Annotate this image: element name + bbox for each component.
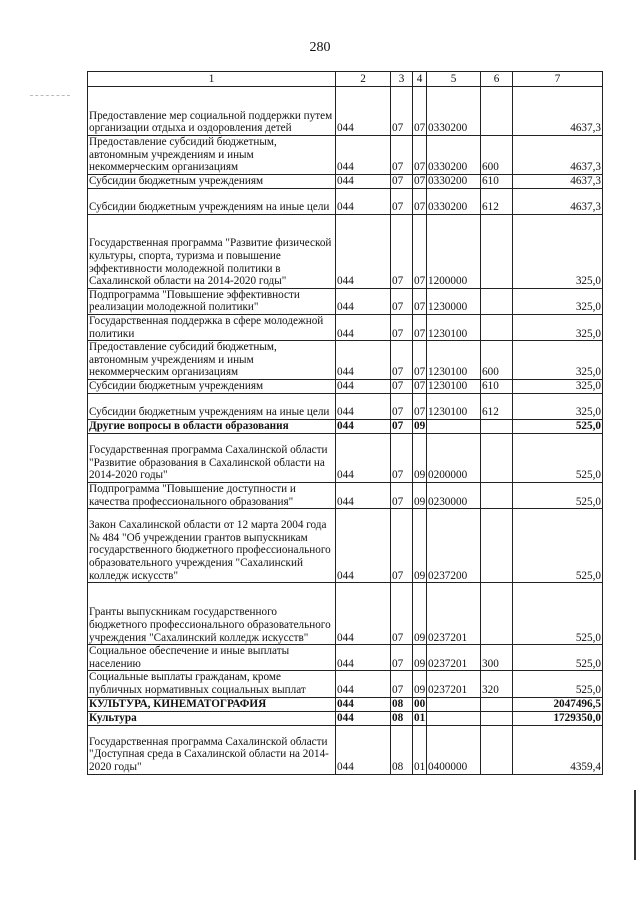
row-code-cell: 044 (336, 711, 391, 725)
row-code-cell: 044 (336, 314, 391, 340)
table-row (88, 341, 603, 380)
header-row (88, 72, 603, 87)
row-name-cell: Предоставление субсидий бюджетным, автономным учреждениям и иным некоммерческим организациям (88, 136, 336, 175)
row-subsection-cell: 00 (414, 697, 426, 710)
row-amount-cell: 325,0 (513, 393, 603, 419)
row-code-cell: 044 (336, 509, 391, 583)
row-name-cell: Социальные выплаты гражданам, кроме публичных нормативных социальных выплат (88, 671, 336, 697)
row-section-cell: 08 (391, 711, 413, 725)
row-subsection-cell: 07 (413, 288, 427, 314)
row-name-cell: Социальное обеспечение и иные выплаты населению (88, 645, 336, 671)
row-type-cell: 612 (481, 188, 513, 214)
row-subsection-cell: 09 (413, 583, 427, 645)
row-subsection-cell: 07 (413, 393, 427, 419)
header-cell-5: 5 (427, 72, 481, 87)
row-section-cell: 07 (391, 188, 413, 214)
row-section-cell: 07 (391, 509, 413, 583)
row-amount-cell: 525,0 (513, 419, 603, 433)
row-section-cell: 07 (391, 288, 413, 314)
row-section-cell: 07 (391, 671, 413, 697)
table-row (88, 433, 603, 482)
row-name-cell: Предоставление мер социальной поддержки путем организации отдыха и оздоровления детей (88, 87, 336, 136)
row-subsection-cell: 09 (414, 420, 426, 433)
row-amount-cell: 2047496,5 (513, 697, 603, 711)
row-type-cell: 610 (481, 379, 513, 393)
row-amount-cell: 525,0 (513, 482, 603, 508)
scan-edge-line (634, 790, 636, 860)
row-amount-cell: 325,0 (513, 379, 603, 393)
row-type-cell (481, 419, 513, 433)
row-name-cell: Государственная программа Сахалинской области "Развитие образования в Сахалинской области на 2014-2020 годы" (88, 433, 336, 482)
row-subsection-cell: 07 (413, 188, 427, 214)
row-section-cell: 07 (391, 174, 413, 188)
row-subsection-cell: 07 (413, 136, 427, 175)
header-cell-3: 3 (391, 72, 413, 87)
row-section-cell: 07 (391, 433, 413, 482)
row-code-cell: 044 (336, 188, 391, 214)
row-target-cell: 0237201 (427, 671, 481, 697)
row-target-cell: 0330200 (427, 87, 481, 136)
row-amount-cell: 325,0 (513, 314, 603, 340)
row-code-cell: 044 (336, 583, 391, 645)
page-number: 280 (309, 40, 331, 55)
table-row (88, 419, 603, 433)
row-section-cell: 07 (391, 393, 413, 419)
row-type-cell (481, 214, 513, 288)
row-type-cell (481, 314, 513, 340)
row-section-cell: 07 (391, 341, 413, 380)
table-row (88, 174, 603, 188)
table-row (88, 87, 603, 136)
row-subsection-cell: 07 (413, 314, 427, 340)
row-subsection-cell: 07 (414, 175, 426, 188)
row-amount-cell: 4637,3 (513, 174, 603, 188)
row-section-cell: 07 (391, 419, 413, 433)
row-type-cell: 610 (481, 174, 513, 188)
row-subsection-cell: 07 (414, 380, 426, 393)
row-target-cell: 0330200 (427, 136, 481, 175)
table-row (88, 711, 603, 725)
row-target-cell (427, 711, 481, 725)
row-target-cell: 1200000 (427, 214, 481, 288)
row-name-cell: Культура (88, 711, 336, 725)
row-name-cell: Субсидии бюджетным учреждениям (88, 174, 336, 188)
row-name-cell: Другие вопросы в области образования (88, 419, 336, 433)
row-subsection-cell: 09 (413, 433, 427, 482)
row-amount-cell: 525,0 (513, 671, 603, 697)
row-name-cell: Государственная поддержка в сфере молодежной политики (88, 314, 336, 340)
row-section-cell: 07 (391, 136, 413, 175)
row-type-cell (481, 433, 513, 482)
table-row (88, 671, 603, 697)
row-code-cell: 044 (336, 136, 391, 175)
row-name-cell: Субсидии бюджетным учреждениям на иные цели (88, 188, 336, 214)
header-cell-7: 7 (513, 72, 603, 87)
header-cell-6: 6 (481, 72, 513, 87)
row-code-cell: 044 (336, 214, 391, 288)
row-amount-cell: 525,0 (513, 583, 603, 645)
row-code-cell: 044 (336, 645, 391, 671)
row-type-cell: 320 (481, 671, 513, 697)
row-amount-cell: 4359,4 (513, 725, 603, 774)
row-target-cell: 0330200 (427, 188, 481, 214)
row-subsection-cell: 09 (413, 509, 427, 583)
row-name-cell: Государственная программа Сахалинской области "Доступная среда в Сахалинской области на 2014-2020 годы" (88, 725, 336, 774)
row-amount-cell: 325,0 (513, 341, 603, 380)
row-name-cell: Субсидии бюджетным учреждениям (88, 379, 336, 393)
row-target-cell: 0330200 (427, 174, 481, 188)
row-code-cell: 044 (336, 87, 391, 136)
row-name-cell: Подпрограмма "Повышение доступности и качества профессионального образования" (88, 482, 336, 508)
row-target-cell: 1230100 (427, 314, 481, 340)
row-type-cell: 612 (481, 393, 513, 419)
row-amount-cell: 1729350,0 (513, 711, 603, 725)
row-amount-cell: 325,0 (513, 214, 603, 288)
row-code-cell: 044 (336, 379, 391, 393)
row-section-cell: 07 (391, 583, 413, 645)
row-name-cell: Подпрограмма "Повышение эффективности реализации молодежной политики" (88, 288, 336, 314)
header-cell-2: 2 (336, 72, 391, 87)
table-row (88, 188, 603, 214)
row-type-cell (481, 288, 513, 314)
table-row (88, 509, 603, 583)
scan-artifact (30, 95, 70, 96)
table-row (88, 136, 603, 175)
row-type-cell (481, 87, 513, 136)
row-target-cell: 0400000 (427, 725, 481, 774)
row-type-cell (481, 711, 513, 725)
row-code-cell: 044 (336, 725, 391, 774)
row-amount-cell: 4637,3 (513, 87, 603, 136)
row-name-cell: КУЛЬТУРА, КИНЕМАТОГРАФИЯ (88, 697, 336, 711)
table-row (88, 288, 603, 314)
row-amount-cell: 4637,3 (513, 136, 603, 175)
row-name-cell: Закон Сахалинской области от 12 марта 2004 года № 484 "Об учреждении грантов выпускникам государственного бюджетного профессионального образовательного учреждения "Сахалинский колледж искусств" (88, 509, 336, 583)
row-subsection-cell: 09 (413, 645, 427, 671)
table-row (88, 725, 603, 774)
row-code-cell: 044 (336, 697, 391, 711)
row-section-cell: 07 (391, 645, 413, 671)
row-type-cell (481, 697, 513, 711)
row-subsection-cell: 09 (413, 482, 427, 508)
table-row (88, 583, 603, 645)
header-cell-1: 1 (88, 72, 336, 87)
table-row (88, 314, 603, 340)
row-type-cell (481, 482, 513, 508)
row-type-cell (481, 509, 513, 583)
budget-table (87, 71, 603, 775)
row-name-cell: Субсидии бюджетным учреждениям на иные цели (88, 393, 336, 419)
table-row (88, 379, 603, 393)
row-section-cell: 08 (391, 697, 413, 711)
row-amount-cell: 525,0 (513, 433, 603, 482)
row-subsection-cell: 01 (414, 711, 426, 724)
row-code-cell: 044 (336, 419, 391, 433)
row-code-cell: 044 (336, 341, 391, 380)
row-subsection-cell: 07 (413, 214, 427, 288)
row-target-cell: 1230100 (427, 341, 481, 380)
row-section-cell: 07 (391, 379, 413, 393)
row-target-cell: 0230000 (427, 482, 481, 508)
row-subsection-cell: 01 (413, 725, 427, 774)
row-code-cell: 044 (336, 174, 391, 188)
row-subsection-cell: 09 (413, 671, 427, 697)
row-section-cell: 07 (391, 314, 413, 340)
row-name-cell: Гранты выпускникам государственного бюджетного профессионального образовательного учреждения "Сахалинский колледж искусств" (88, 583, 336, 645)
row-subsection-cell: 07 (413, 87, 427, 136)
table-row (88, 645, 603, 671)
row-section-cell: 07 (391, 214, 413, 288)
row-name-cell: Предоставление субсидий бюджетным, автономным учреждениям и иным некоммерческим организациям (88, 341, 336, 380)
row-target-cell: 1230000 (427, 288, 481, 314)
row-code-cell: 044 (336, 433, 391, 482)
row-target-cell: 0237200 (427, 509, 481, 583)
row-target-cell (427, 419, 481, 433)
row-target-cell: 0237201 (427, 583, 481, 645)
table-body (88, 87, 603, 775)
row-target-cell: 1230100 (427, 379, 481, 393)
row-amount-cell: 325,0 (513, 288, 603, 314)
row-target-cell: 0237201 (427, 645, 481, 671)
header-cell-4: 4 (413, 72, 427, 87)
row-amount-cell: 525,0 (513, 645, 603, 671)
row-type-cell: 600 (481, 341, 513, 380)
row-code-cell: 044 (336, 393, 391, 419)
row-section-cell: 07 (391, 87, 413, 136)
table-row (88, 482, 603, 508)
row-target-cell: 1230100 (427, 393, 481, 419)
row-target-cell: 0200000 (427, 433, 481, 482)
row-target-cell (427, 697, 481, 711)
row-section-cell: 08 (391, 725, 413, 774)
row-code-cell: 044 (336, 482, 391, 508)
row-amount-cell: 525,0 (513, 509, 603, 583)
row-type-cell: 600 (481, 136, 513, 175)
row-type-cell (481, 725, 513, 774)
row-type-cell: 300 (481, 645, 513, 671)
table-row (88, 697, 603, 711)
row-section-cell: 07 (391, 482, 413, 508)
table-row (88, 393, 603, 419)
row-amount-cell: 4637,3 (513, 188, 603, 214)
table-row (88, 214, 603, 288)
row-subsection-cell: 07 (413, 341, 427, 380)
row-code-cell: 044 (336, 671, 391, 697)
row-type-cell (481, 583, 513, 645)
row-name-cell: Государственная программа "Развитие физической культуры, спорта, туризма и повышение эффективности молодежной политики в Сахалинской области на 2014-2020 годы" (88, 214, 336, 288)
row-code-cell: 044 (336, 288, 391, 314)
